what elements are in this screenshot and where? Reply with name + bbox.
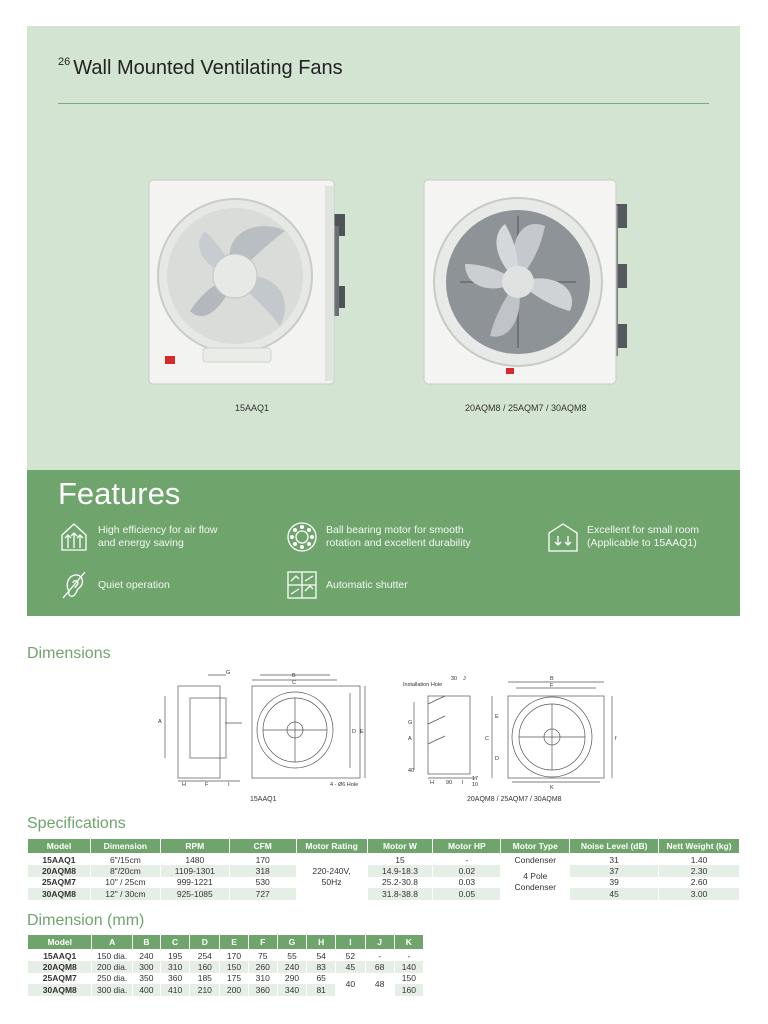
fan-20aqm8-image	[420, 176, 640, 386]
dimension-mm-heading: Dimension (mm)	[27, 912, 145, 929]
hero-panel	[27, 26, 740, 470]
cell: 300 dia.	[92, 984, 132, 996]
cell: 290	[277, 973, 306, 985]
cell: 37	[570, 865, 659, 877]
product-caption-15aaq1: 15AAQ1	[235, 403, 270, 413]
title-divider	[58, 103, 709, 104]
dim-label: G	[408, 720, 413, 726]
cell: 25.2-30.8	[367, 877, 433, 889]
cell: 310	[160, 961, 189, 973]
cell: 8"/20cm	[90, 865, 160, 877]
column-header: I	[336, 935, 365, 950]
dimension-drawing-15aaq1	[150, 668, 380, 793]
feature-text: Ball bearing motor for smooth rotation and excellent durability	[326, 524, 471, 549]
column-header: H	[307, 935, 336, 950]
cell: 260	[248, 961, 277, 973]
cell: 15AAQ1	[28, 854, 91, 866]
cell: 150 dia.	[92, 950, 132, 962]
cell: 52	[336, 950, 365, 962]
cell: 1480	[160, 854, 229, 866]
column-header: Motor HP	[433, 839, 501, 854]
cell: 15AAQ1	[28, 950, 92, 962]
column-header: RPM	[160, 839, 229, 854]
cell: 81	[307, 984, 336, 996]
cell: 175	[220, 973, 248, 985]
cell: 6"/15cm	[90, 854, 160, 866]
cell: 10" / 25cm	[90, 877, 160, 889]
title-text: Wall Mounted Ventilating Fans	[73, 57, 343, 79]
table-row	[28, 854, 740, 866]
dim-label: E	[360, 729, 364, 735]
cell: 200 dia.	[92, 961, 132, 973]
ball-bearing-icon	[286, 521, 318, 553]
table-row	[28, 865, 740, 877]
cell: 300	[132, 961, 160, 973]
column-header: CFM	[229, 839, 296, 854]
column-header: J	[365, 935, 394, 950]
cell: 2.60	[659, 877, 740, 889]
column-header: Model	[28, 839, 91, 854]
features-panel	[27, 470, 740, 616]
cell: 0.05	[433, 888, 501, 900]
drawing-caption-15aaq1: 15AAQ1	[250, 796, 277, 803]
column-header: K	[394, 935, 423, 950]
column-header: C	[160, 935, 189, 950]
column-header: G	[277, 935, 306, 950]
cell: 254	[190, 950, 220, 962]
cell: 240	[132, 950, 160, 962]
cell: -	[433, 854, 501, 866]
quiet-ear-icon	[58, 569, 90, 601]
cell: 925-1085	[160, 888, 229, 900]
dim-label: 10	[472, 782, 479, 788]
feature-item-small-room	[547, 521, 699, 553]
cell: 160	[394, 984, 423, 996]
dim-label: 40	[408, 768, 415, 774]
dim-label: Installation Hole	[403, 682, 443, 688]
column-header: Motor Rating	[296, 839, 367, 854]
shutter-icon	[286, 569, 318, 601]
cell: 210	[190, 984, 220, 996]
feature-item-shutter	[286, 569, 408, 601]
cell: 3.00	[659, 888, 740, 900]
cell: 310	[248, 973, 277, 985]
cell: 160	[190, 961, 220, 973]
feature-text: Excellent for small room (Applicable to 15AAQ1)	[587, 524, 700, 549]
cell: 0.03	[433, 877, 501, 889]
feature-text: Automatic shutter	[326, 578, 408, 591]
cell: 200	[220, 984, 248, 996]
cell: 350	[132, 973, 160, 985]
dimension-mm-table	[27, 934, 424, 996]
cell: 400	[132, 984, 160, 996]
dim-label: K	[550, 785, 554, 791]
motor-type-cell: 4 Pole Condenser	[501, 865, 570, 900]
cell: 25AQM7	[28, 877, 91, 889]
feature-text: Quiet operation	[98, 578, 170, 591]
dim-label: f	[615, 736, 617, 742]
cell: 12" / 30cm	[90, 888, 160, 900]
cell: 30AQM8	[28, 888, 91, 900]
column-header: D	[190, 935, 220, 950]
table-row	[28, 961, 424, 973]
dim-label: 90	[446, 780, 453, 786]
feature-item-ball-bearing	[286, 521, 471, 553]
cell: 999-1221	[160, 877, 229, 889]
column-header: Model	[28, 935, 92, 950]
airflow-efficiency-icon	[58, 521, 90, 553]
cell: 15	[367, 854, 433, 866]
cell: 25AQM7	[28, 973, 92, 985]
dim-label: G	[226, 670, 231, 676]
specifications-table	[27, 838, 740, 900]
cell: 83	[307, 961, 336, 973]
cell: 410	[160, 984, 189, 996]
column-header: E	[220, 935, 248, 950]
cell: 31	[570, 854, 659, 866]
dim-label: H	[182, 782, 186, 788]
dim-label: B	[550, 676, 554, 682]
feature-item-quiet	[58, 569, 170, 601]
cell: 48	[365, 973, 394, 996]
dim-label: 4 - Ø6 Hole	[330, 782, 359, 788]
cell: 30AQM8	[28, 984, 92, 996]
page-title	[58, 56, 343, 80]
table-row	[28, 950, 424, 962]
cell: 318	[229, 865, 296, 877]
dim-label: F	[550, 683, 554, 689]
drawing-caption-20aqm8: 20AQM8 / 25AQM7 / 30AQM8	[467, 796, 562, 803]
cell: 530	[229, 877, 296, 889]
dim-label: F	[205, 782, 209, 788]
dim-label: A	[408, 736, 412, 742]
feature-text: High efficiency for air flow and energy saving	[98, 524, 218, 549]
fan-15aaq1-image	[145, 176, 365, 386]
cell: 0.02	[433, 865, 501, 877]
dim-label: 30	[451, 676, 458, 682]
cell: 45	[570, 888, 659, 900]
cell: 54	[307, 950, 336, 962]
dim-label: D	[495, 756, 499, 762]
cell: -	[365, 950, 394, 962]
cell: 55	[277, 950, 306, 962]
cell: 140	[394, 961, 423, 973]
cell: 45	[336, 961, 365, 973]
cell: Condenser	[501, 854, 570, 866]
column-header: Motor W	[367, 839, 433, 854]
cell: 360	[160, 973, 189, 985]
table-header-row	[28, 935, 424, 950]
small-room-icon	[547, 521, 579, 553]
features-heading: Features	[58, 476, 181, 511]
cell: 75	[248, 950, 277, 962]
cell: 340	[277, 984, 306, 996]
column-header: Dimension	[90, 839, 160, 854]
cell: 40	[336, 973, 365, 996]
cell: 185	[190, 973, 220, 985]
cell: 68	[365, 961, 394, 973]
column-header: Motor Type	[501, 839, 570, 854]
cell: 14.9-18.3	[367, 865, 433, 877]
dim-label: E	[495, 714, 499, 720]
dim-label: 17	[472, 776, 479, 782]
cell: 360	[248, 984, 277, 996]
dim-label: C	[485, 736, 489, 742]
column-header: B	[132, 935, 160, 950]
cell: 150	[220, 961, 248, 973]
feature-item-efficiency	[58, 521, 217, 553]
dimensions-heading: Dimensions	[27, 645, 111, 662]
cell: 2.30	[659, 865, 740, 877]
cell: 20AQM8	[28, 961, 92, 973]
cell: 727	[229, 888, 296, 900]
dim-label: C	[292, 680, 296, 686]
table-row	[28, 973, 424, 985]
dimension-drawing-20aqm8	[400, 674, 625, 792]
table-row	[28, 877, 740, 889]
column-header: Nett Weight (kg)	[659, 839, 740, 854]
table-header-row	[28, 839, 740, 854]
table-row	[28, 888, 740, 900]
cell: 1109-1301	[160, 865, 229, 877]
product-caption-20aqm8: 20AQM8 / 25AQM7 / 30AQM8	[465, 403, 587, 413]
cell: 150	[394, 973, 423, 985]
dim-label: D	[352, 729, 356, 735]
column-header: Noise Level (dB)	[570, 839, 659, 854]
dim-label: I	[462, 780, 464, 786]
cell: 250 dia.	[92, 973, 132, 985]
specifications-heading: Specifications	[27, 815, 126, 832]
cell: 240	[277, 961, 306, 973]
dim-label: I	[228, 782, 230, 788]
cell: 170	[229, 854, 296, 866]
column-header: F	[248, 935, 277, 950]
cell: 31.8-38.8	[367, 888, 433, 900]
cell: 1.40	[659, 854, 740, 866]
cell: 195	[160, 950, 189, 962]
dim-label: B	[292, 673, 296, 679]
dim-label: A	[158, 719, 162, 725]
cell: 39	[570, 877, 659, 889]
cell: -	[394, 950, 423, 962]
cell: 65	[307, 973, 336, 985]
motor-rating-cell: 220-240V, 50Hz	[296, 854, 367, 900]
column-header: A	[92, 935, 132, 950]
dim-label: J	[463, 676, 466, 682]
cell: 170	[220, 950, 248, 962]
cell: 20AQM8	[28, 865, 91, 877]
dim-label: H	[430, 780, 434, 786]
page-number: 26	[58, 56, 71, 68]
